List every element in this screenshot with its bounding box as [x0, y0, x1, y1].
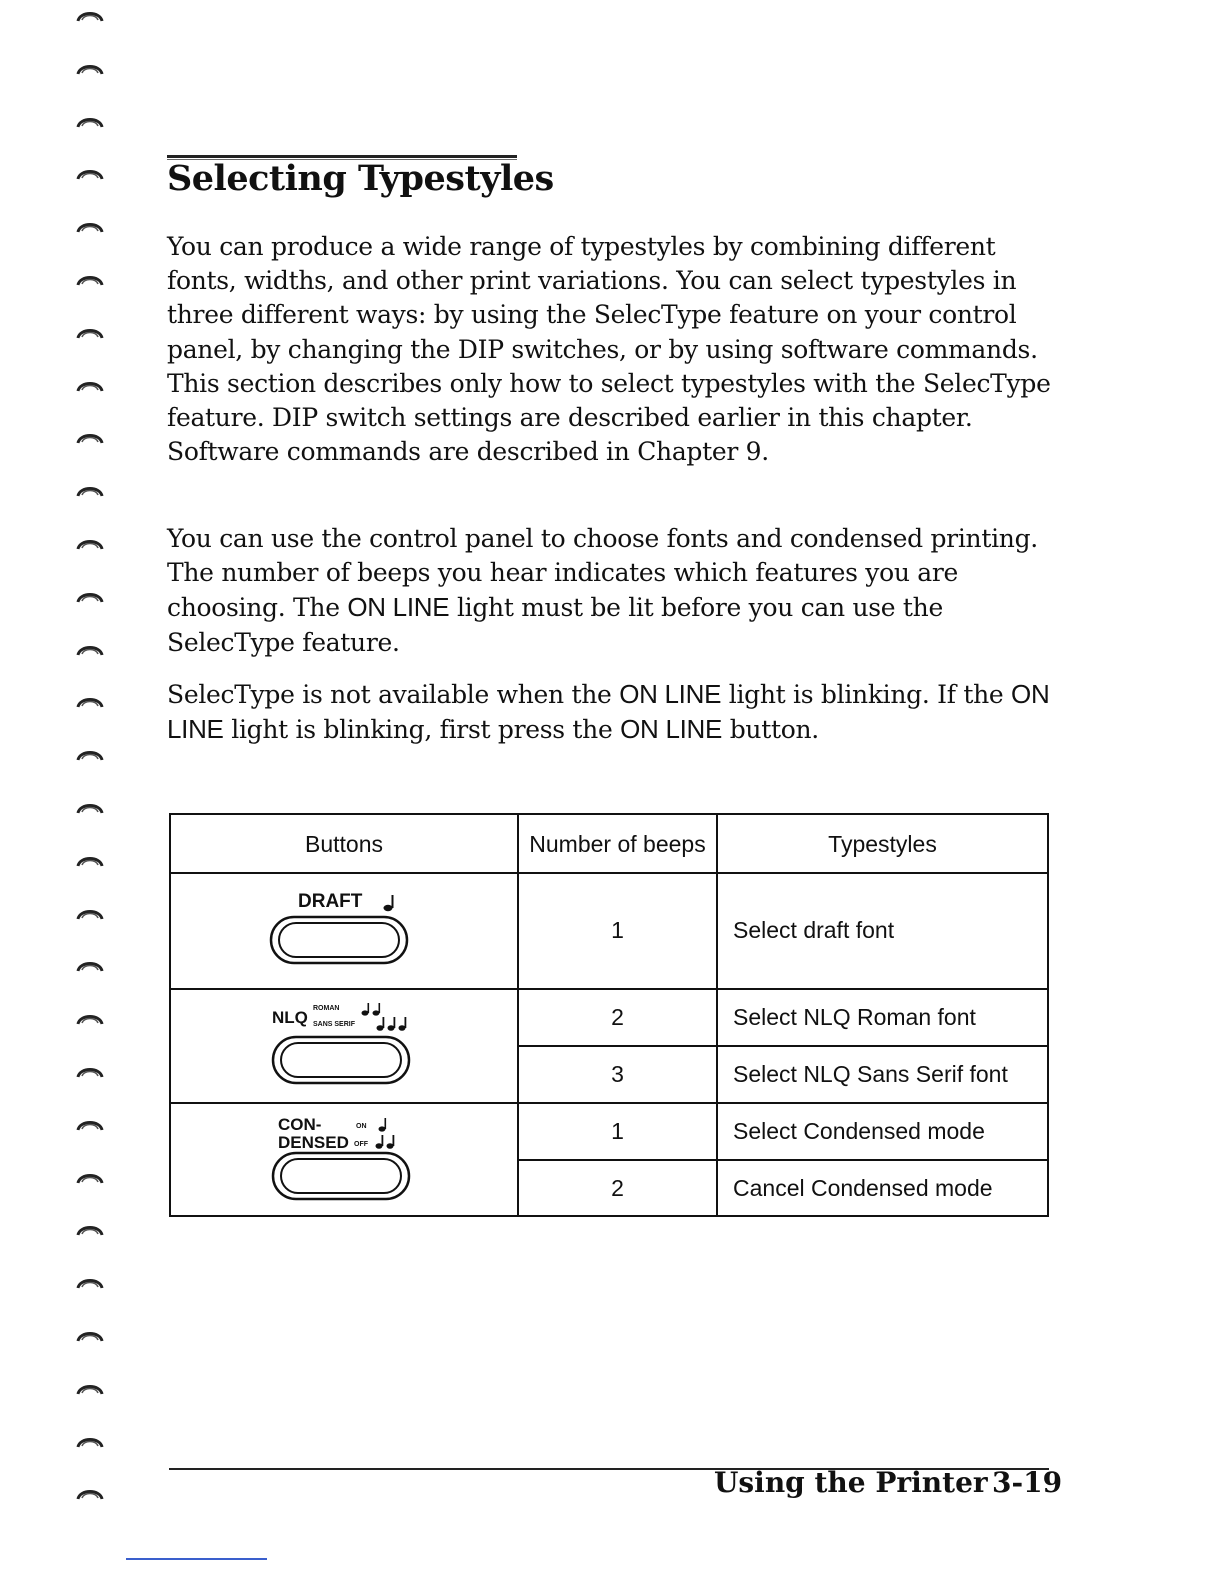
- binding-ring-icon: [76, 1064, 104, 1078]
- binding-ring-icon: [76, 642, 104, 656]
- paragraph-text: light is blinking. If the: [721, 680, 1012, 709]
- binding-ring-icon: [76, 906, 104, 920]
- beeps-cell: 2: [611, 1175, 624, 1201]
- binding-ring-icon: [76, 166, 104, 180]
- paragraph-text: You can use the control panel to choose fonts and condensed printing. The number of beeps you hear indicates which features you are choosing. The: [167, 524, 1038, 623]
- header-beeps: Number of beeps: [529, 831, 706, 857]
- scan-edge-mark: [126, 1558, 267, 1560]
- binding-ring-icon: [76, 1486, 104, 1500]
- nlq-button-icon: [271, 1035, 411, 1089]
- nlq-roman-label: ROMAN: [313, 1005, 340, 1012]
- binding-ring-icon: [76, 589, 104, 603]
- binding-ring-icon: [76, 1434, 104, 1448]
- binding-ring-icon: [76, 325, 104, 339]
- binding-ring-icon: [76, 272, 104, 286]
- single-note-icon: [383, 893, 397, 917]
- paragraph-text: SelecType is not available when the: [167, 680, 620, 709]
- typestyle-cell: Cancel Condensed mode: [733, 1175, 993, 1201]
- beeps-cell: 3: [611, 1061, 624, 1087]
- table-divider: [517, 1159, 1047, 1161]
- on-line-term: ON LINE: [619, 679, 722, 709]
- binding-ring-icon: [76, 853, 104, 867]
- condensed-button-label-top: CON-: [278, 1115, 322, 1134]
- binding-ring-icon: [76, 114, 104, 128]
- footer-page-number: 3-19: [992, 1466, 1063, 1499]
- condensed-on-label: ON: [356, 1123, 367, 1130]
- binding-ring-icon: [76, 800, 104, 814]
- binding-ring-icon: [76, 1275, 104, 1289]
- on-line-term: ON LINE: [167, 679, 1050, 745]
- beeps-cell: 1: [611, 1118, 624, 1144]
- binding-ring-icon: [76, 958, 104, 972]
- condensed-off-label: OFF: [354, 1141, 368, 1148]
- triple-note-icon: [376, 1015, 410, 1037]
- nlq-sans-serif-label: SANS SERIF: [313, 1021, 356, 1028]
- paragraph-control-panel: [167, 522, 1067, 660]
- page-title: Selecting Typestyles: [167, 158, 554, 199]
- table-divider: [171, 872, 1047, 874]
- binding-ring-icon: [76, 483, 104, 497]
- binding-ring-icon: [76, 1117, 104, 1131]
- beeps-cell: 1: [611, 917, 624, 943]
- draft-button-label: DRAFT: [298, 891, 363, 912]
- spiral-binding: [72, 0, 112, 1584]
- condensed-button-icon: [271, 1151, 411, 1205]
- binding-ring-icon: [76, 1170, 104, 1184]
- binding-ring-icon: [76, 747, 104, 761]
- header-typestyles: Typestyles: [828, 831, 937, 857]
- binding-ring-icon: [76, 1011, 104, 1025]
- typestyle-cell: Select Condensed mode: [733, 1118, 985, 1144]
- paragraph-text: light must be lit before you can use the SelecType feature.: [167, 593, 943, 657]
- binding-ring-icon: [76, 1328, 104, 1342]
- table-divider: [171, 1102, 1047, 1104]
- binding-ring-icon: [76, 536, 104, 550]
- binding-ring-icon: [76, 8, 104, 22]
- typestyle-table: [169, 813, 1049, 1217]
- beeps-cell: 2: [611, 1004, 624, 1030]
- typestyle-cell: Select NLQ Sans Serif font: [733, 1061, 1008, 1087]
- table-divider: [716, 815, 718, 1215]
- binding-ring-icon: [76, 430, 104, 444]
- binding-ring-icon: [76, 219, 104, 233]
- paragraph-text: button.: [722, 715, 819, 745]
- table-divider: [517, 1045, 1047, 1047]
- condensed-button-label-bottom: DENSED: [278, 1133, 349, 1152]
- binding-ring-icon: [76, 694, 104, 708]
- typestyle-cell: Select draft font: [733, 917, 895, 943]
- paragraph-text: light is blinking, first press the: [223, 715, 621, 745]
- binding-ring-icon: [76, 1222, 104, 1236]
- header-buttons: Buttons: [305, 831, 383, 857]
- on-line-term: ON LINE: [347, 592, 450, 623]
- on-line-term: ON LINE: [620, 714, 723, 745]
- draft-button-icon: [269, 915, 409, 969]
- table-divider: [171, 988, 1047, 990]
- paragraph-blinking: [167, 677, 1067, 747]
- binding-ring-icon: [76, 61, 104, 75]
- nlq-button-label: NLQ: [272, 1008, 308, 1027]
- typestyle-cell: Select NLQ Roman font: [733, 1004, 976, 1030]
- binding-ring-icon: [76, 378, 104, 392]
- footer-section-title: Using the Printer: [714, 1466, 988, 1499]
- binding-ring-icon: [76, 1381, 104, 1395]
- paragraph-intro: You can produce a wide range of typestyles by combining different fonts, widths, and other print variations. You can select typestyles in three different ways: by using the SelecType feature on your control panel, by changing the DIP switches, or by using software commands. This section describes only how to select typestyles with the SelecType feature. DIP switch settings are described earlier in this chapter. Software commands are described in Chapter 9.: [167, 232, 1051, 467]
